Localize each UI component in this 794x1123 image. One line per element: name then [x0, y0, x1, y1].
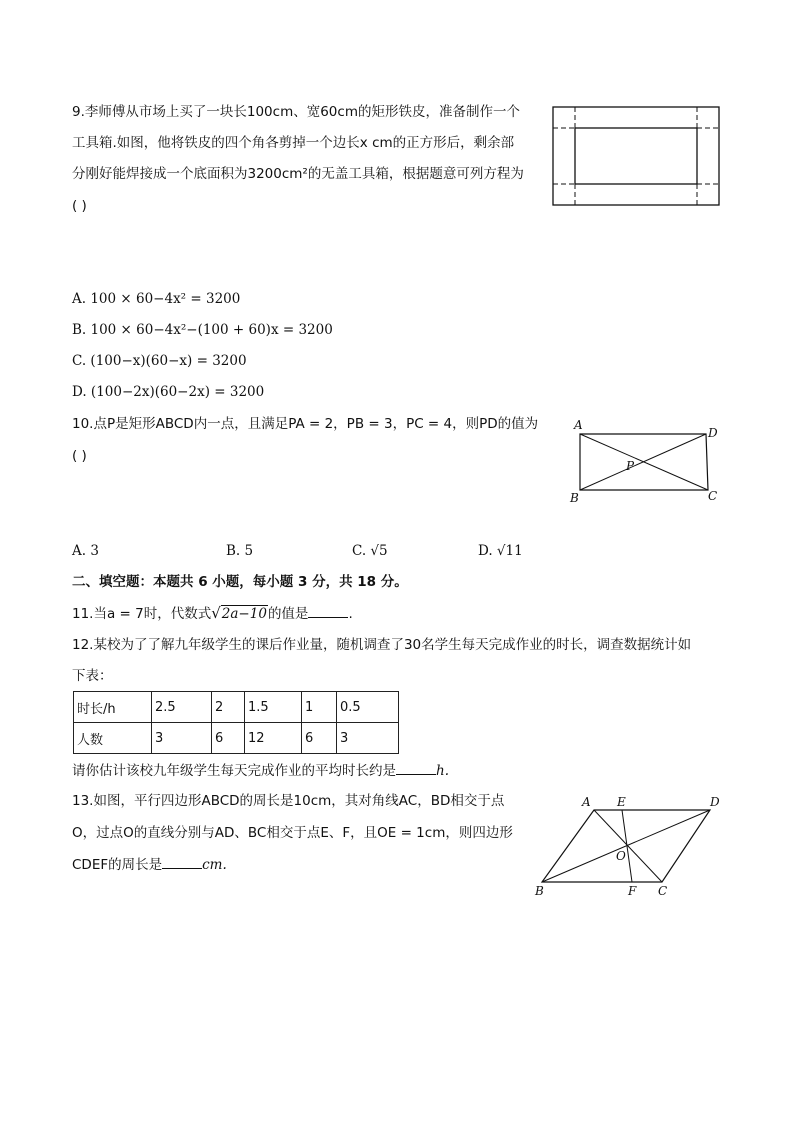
q12-data-table	[73, 691, 399, 754]
table-cell: 6	[212, 723, 245, 754]
label-f: F	[628, 884, 637, 898]
label-c: C	[708, 489, 718, 503]
table-cell: 人数	[74, 723, 152, 754]
sheet-outline	[553, 107, 719, 205]
q10-answer-paren: ( )	[72, 448, 87, 464]
q9-option-b[interactable]: B. 100 × 60−4x²−(100 + 60)x = 3200	[72, 322, 333, 338]
q12-answer-blank[interactable]	[396, 760, 436, 775]
q10-option-a[interactable]: A. 3	[72, 543, 99, 559]
q13-line-3: CDEF的周长是 cm.	[72, 854, 227, 875]
section-2-title: 二、填空题：本题共 6 小题，每小题 3 分，共 18 分。	[72, 574, 408, 590]
q10-option-b[interactable]: B. 5	[226, 543, 254, 559]
q12-question: 请你估计该校九年级学生每天完成作业的平均时长约是 h.	[72, 760, 449, 781]
table-cell: 3	[152, 723, 212, 754]
q12-line-1: 12.某校为了了解九年级学生的课后作业量，随机调查了30名学生每天完成作业的时长，调查数据统计如	[72, 637, 692, 653]
q9-line-3: 分刚好能焊接成一个底面积为3200cm²的无盖工具箱，根据题意可列方程为	[72, 166, 524, 182]
q11-radicand: 2a−10	[221, 606, 267, 622]
q13-line-2: O，过点O的直线分别与AD、BC相交于点E、F，且OE = 1cm，则四边形	[72, 825, 513, 841]
label-d: D	[710, 795, 720, 809]
table-cell: 12	[245, 723, 302, 754]
q10-option-c[interactable]: C. √5	[352, 543, 388, 559]
q10-line-1: 10.点P是矩形ABCD内一点，且满足PA = 2，PB = 3，PC = 4，则PD的值为	[72, 416, 539, 432]
q13-parallelogram-figure	[530, 792, 730, 900]
label-a: A	[574, 418, 583, 432]
table-cell: 6	[302, 723, 337, 754]
table-cell: 3	[337, 723, 399, 754]
q9-option-a[interactable]: A. 100 × 60−4x² = 3200	[72, 291, 241, 307]
box-base	[575, 128, 697, 184]
label-a: A	[582, 795, 591, 809]
table-row	[74, 692, 399, 723]
label-e: E	[617, 795, 626, 809]
cut-lines	[553, 107, 719, 205]
label-o: O	[616, 849, 626, 863]
q9-line-2: 工具箱.如图，他将铁皮的四个角各剪掉一个边长x cm的正方形后，剩余部	[72, 135, 515, 151]
table-cell: 0.5	[337, 692, 399, 723]
q9-option-d[interactable]: D. (100−2x)(60−2x) = 3200	[72, 384, 265, 400]
label-c: C	[658, 884, 668, 898]
q13-answer-blank[interactable]	[162, 854, 202, 869]
q11-line: 11.当a = 7时，代数式√2a−10的值是 .	[72, 604, 353, 622]
q10-rectangle-figure	[566, 414, 726, 506]
label-p: P	[626, 459, 635, 473]
q9-option-c[interactable]: C. (100−x)(60−x) = 3200	[72, 353, 247, 369]
q12-line-2: 下表：	[72, 668, 113, 684]
q13-line-1: 13.如图，平行四边形ABCD的周长是10cm，其对角线AC，BD相交于点	[72, 793, 505, 809]
q9-sheet-figure	[552, 106, 722, 208]
q11-prefix: 11.当a = 7时，代数式	[72, 606, 212, 622]
table-cell: 1	[302, 692, 337, 723]
label-b: B	[535, 884, 544, 898]
q11-answer-blank[interactable]	[308, 603, 348, 618]
table-row	[74, 723, 399, 754]
label-d: D	[708, 426, 718, 440]
table-cell: 2.5	[152, 692, 212, 723]
table-cell: 1.5	[245, 692, 302, 723]
table-cell: 2	[212, 692, 245, 723]
q9-line-1: 9.李师傅从市场上买了一块长100cm、宽60cm的矩形铁皮，准备制作一个	[72, 104, 520, 120]
q10-option-d[interactable]: D. √11	[478, 543, 523, 559]
label-b: B	[570, 491, 579, 505]
q11-suffix: 的值是	[267, 606, 309, 622]
q9-answer-paren: ( )	[72, 198, 87, 214]
table-cell: 时长/h	[74, 692, 152, 723]
